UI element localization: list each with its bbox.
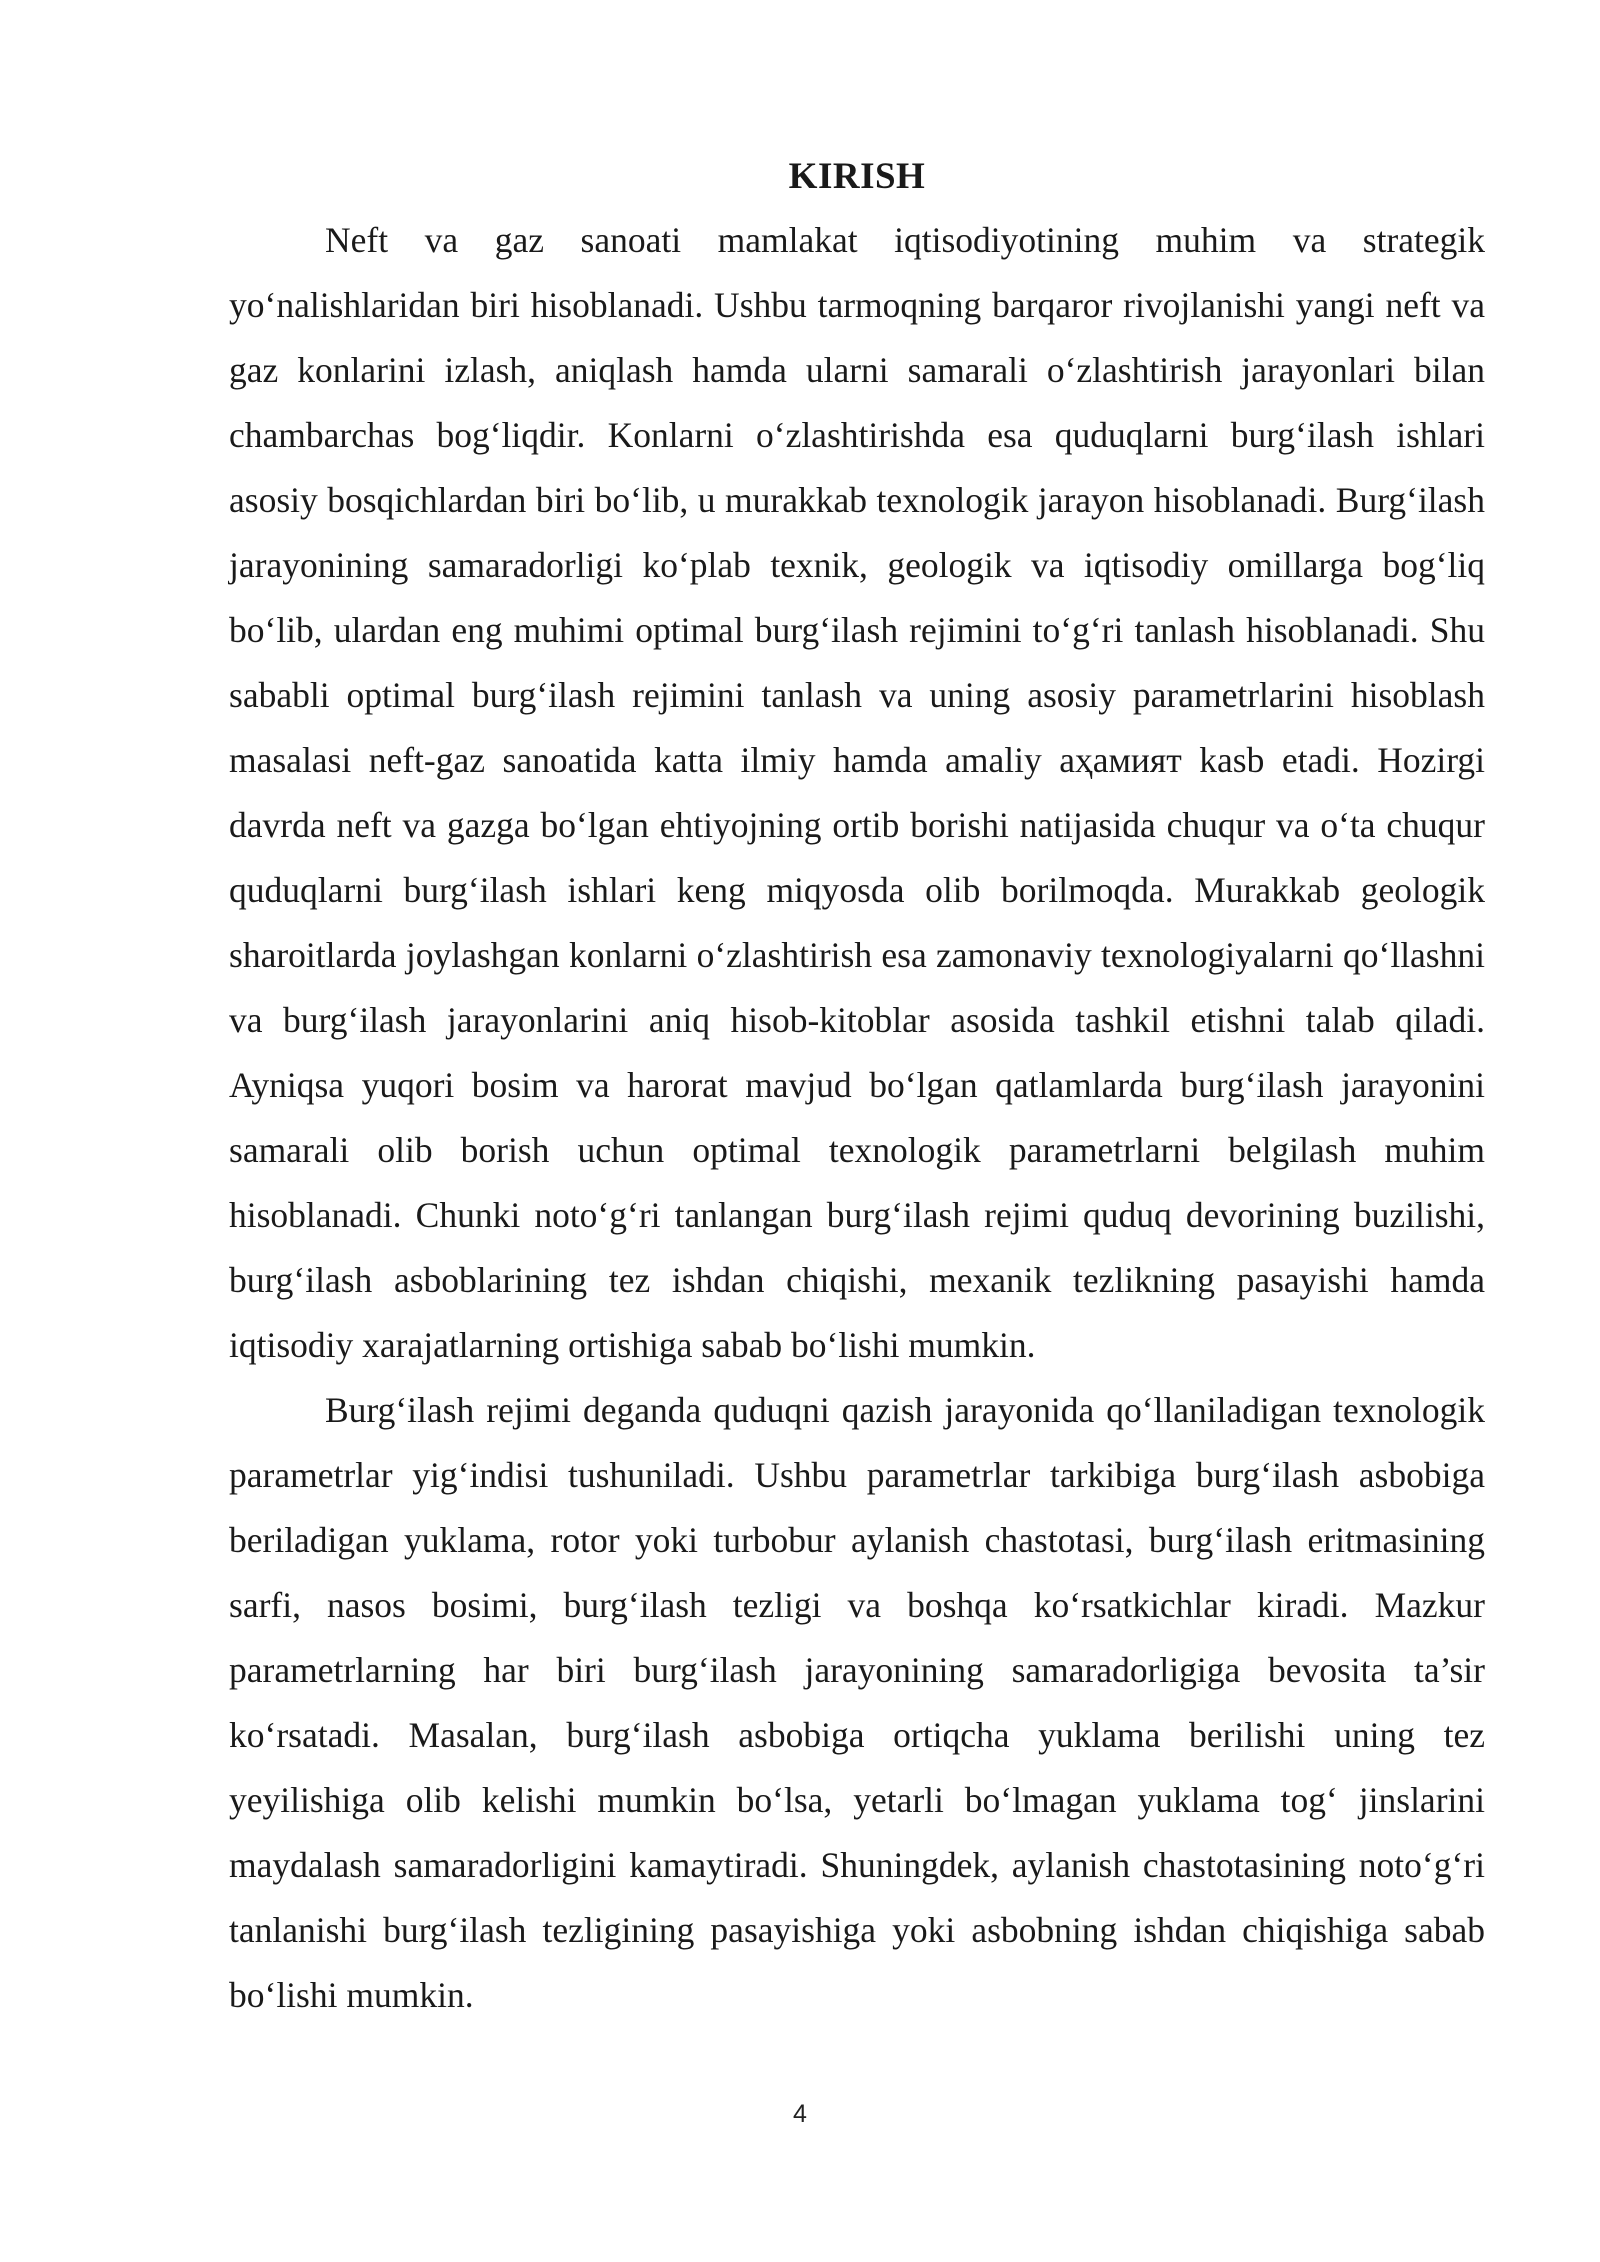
paragraph-2: Burg‘ilash rejimi deganda quduqni qazish jarayonida qo‘llaniladigan texnologik parametrlar yig‘indisi tushuniladi. Ushbu parametrlar tarkibiga burg‘ilash asbobiga beriladigan yuklama, rotor yoki turbobur aylanish chastotasi, burg‘ilash eritmasining sarfi, nasos bosimi, burg‘ilash tezligi va boshqa ko‘rsatkichlar kiradi. Mazkur parametrlarning har biri burg‘ilash jarayonining samaradorligiga bevosita ta’sir ko‘rsatadi. Masalan, burg‘ilash asbobiga ortiqcha yuklama berilishi uning tez yeyilishiga olib kelishi mumkin bo‘lsa, yetarli bo‘lmagan yuklama tog‘ jinslarini maydalash samaradorligini kamaytiradi. Shuningdek, aylanish chastotasining noto‘g‘ri tanlanishi burg‘ilash tezligining pasayishiga yoki asbobning ishdan chiqishiga sabab bo‘lishi mumkin.: [229, 1390, 1485, 2015]
paragraph-1: Neft va gaz sanoati mamlakat iqtisodiyotining muhim va strategik yo‘nalishlaridan biri hisoblanadi. Ushbu tarmoqning barqaror rivojlanishi yangi neft va gaz konlarini izlash, aniqlash hamda ularni samarali o‘zlashtirish jarayonlari bilan chambarchas bog‘liqdir. Konlarni o‘zlashtirishda esa quduqlarni burg‘ilash ishlari asosiy bosqichlardan biri bo‘lib, u murakkab texnologik jarayon hisoblanadi. Burg‘ilash jarayonining samaradorligi ko‘plab texnik, geologik va iqtisodiy omillarga bog‘liq bo‘lib, ulardan eng muhimi optimal burg‘ilash rejimini to‘g‘ri tanlash hisoblanadi. Shu sababli optimal burg‘ilash rejimini tanlash va uning asosiy parametrlarini hisoblash masalasi neft-gaz sanoatida katta ilmiy hamda amaliy аҳамият kasb etadi. Hozirgi davrda neft va gazga bo‘lgan ehtiyojning ortib borishi natijasida chuqur va o‘ta chuqur quduqlarni burg‘ilash ishlari keng miqyosda olib borilmoqda. Murakkab geologik sharoitlarda joylashgan konlarni o‘zlashtirish esa zamonaviy texnologiyalarni qo‘llashni va burg‘ilash jarayonlarini aniq hisob-kitoblar asosida tashkil etishni talab qiladi. Ayniqsa yuqori bosim va harorat mavjud bo‘lgan qatlamlarda burg‘ilash jarayonini samarali olib borish uchun optimal texnologik parametrlarni belgilash muhim hisoblanadi. Chunki noto‘g‘ri tanlangan burg‘ilash rejimi quduq devorining buzilishi, burg‘ilash asboblarining tez ishdan chiqishi, mexanik tezlikning pasayishi hamda iqtisodiy xarajatlarning ortishiga sabab bo‘lishi mumkin.: [229, 220, 1485, 1365]
section-title: KIRISH: [788, 156, 926, 197]
page-number: 4: [793, 2100, 807, 2128]
document-page: [229, 152, 1485, 2132]
